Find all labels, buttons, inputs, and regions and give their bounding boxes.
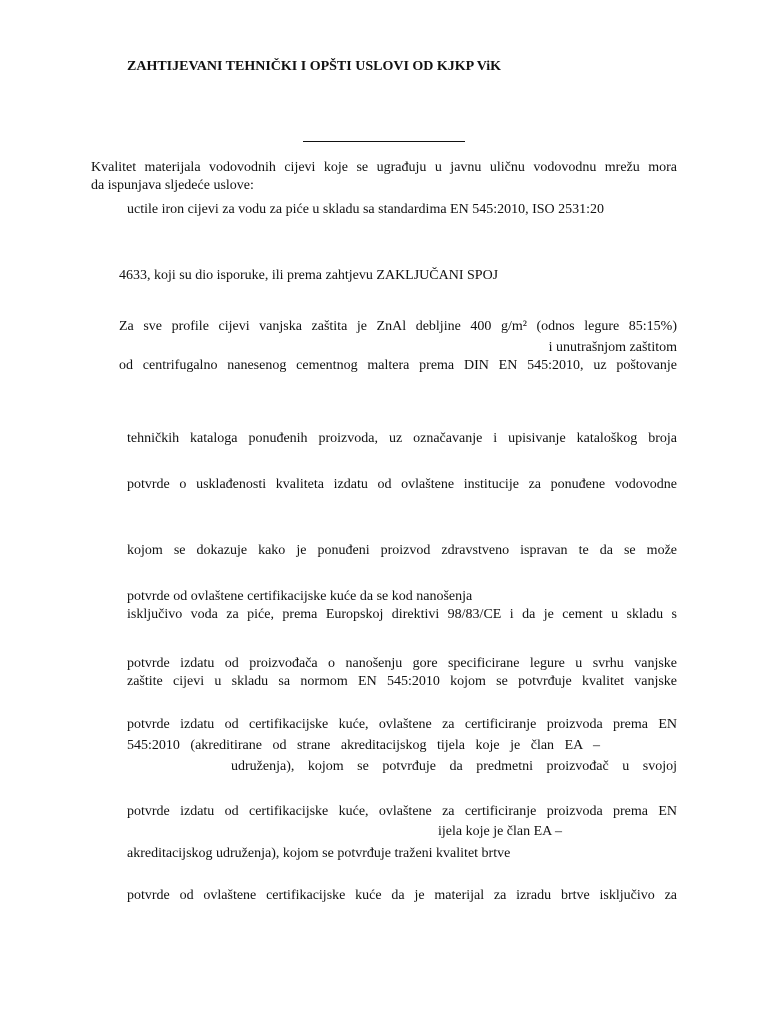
cert-house-1-line-2: 545:2010 (akreditirane od strane akreditacijskog tijela koje je član EA – <box>127 738 600 753</box>
catalog-line: tehničkih kataloga ponuđenih proizvoda, uz označavanje i upisivanje kataloškog broja <box>127 431 677 446</box>
cert-coating-line-1: potvrde od ovlaštene certifikacijske kuće da se kod nanošenja <box>127 589 473 604</box>
title-divider <box>303 141 465 142</box>
intro-line-2: da ispunjava sljedeće uslove: <box>91 178 254 193</box>
document-title: ZAHTIJEVANI TEHNIČKI I OPŠTI USLOVI OD KJKP ViK <box>127 59 502 74</box>
cert-house-2-line-3: akreditacijskog udruženja), kojom se potvrđuje traženi kvalitet brtve <box>127 846 511 861</box>
item-delivery: 4633, koji su dio isporuke, ili prema zahtjevu ZAKLJUČANI SPOJ <box>119 268 499 283</box>
item-ductile-iron: uctile iron cijevi za vodu za piće u skladu sa standardima EN 545:2010, ISO 2531:20 <box>127 202 605 217</box>
coating-line-2: i unutrašnjom zaštitom <box>548 340 677 355</box>
coating-line-3: od centrifugalno nanesenog cementnog maltera prema DIN EN 545:2010, uz poštovanje <box>119 358 677 373</box>
cert-coating-line-2: isključivo voda za piće, prema Europskoj direktivi 98/83/CE i da je cement u skladu s <box>127 607 677 622</box>
gasket-line: potvrde od ovlaštene certifikacijske kuće da je materijal za izradu brtve isključivo za <box>127 888 677 903</box>
cert-house-1-line-1: potvrde izdatu od certifikacijske kuće, ovlaštene za certificiranje proizvoda prema EN <box>127 717 677 732</box>
cert-house-2-line-1: potvrde izdatu od certifikacijske kuće, ovlaštene za certificiranje proizvoda prema EN <box>127 804 677 819</box>
manufacturer-line-2: zaštite cijevi u skladu sa normom EN 545:2010 kojom se potvrđuje kvalitet vanjske <box>127 674 677 689</box>
cert-house-1-line-3: udruženja), kojom se potvrđuje da predmetni proizvođač u svojoj <box>231 759 677 774</box>
intro-line-1: Kvalitet materijala vodovodnih cijevi koje se ugrađuju u javnu uličnu vodovodnu mrežu mora <box>91 160 677 175</box>
coating-line-1: Za sve profile cijevi vanjska zaštita je ZnAl debljine 400 g/m² (odnos legure 85:15%) <box>119 319 677 334</box>
manufacturer-line-1: potvrde izdatu od proizvođača o nanošenju gore specificirane legure u svrhu vanjske <box>127 656 677 671</box>
cert-house-2-line-2: ijela koje je član EA – <box>438 824 563 839</box>
conformity-line: potvrde o usklađenosti kvaliteta izdatu od ovlaštene institucije za ponuđene vodovodne <box>127 477 677 492</box>
health-line: kojom se dokazuje kako je ponuđeni proizvod zdravstveno ispravan te da se može <box>127 543 677 558</box>
